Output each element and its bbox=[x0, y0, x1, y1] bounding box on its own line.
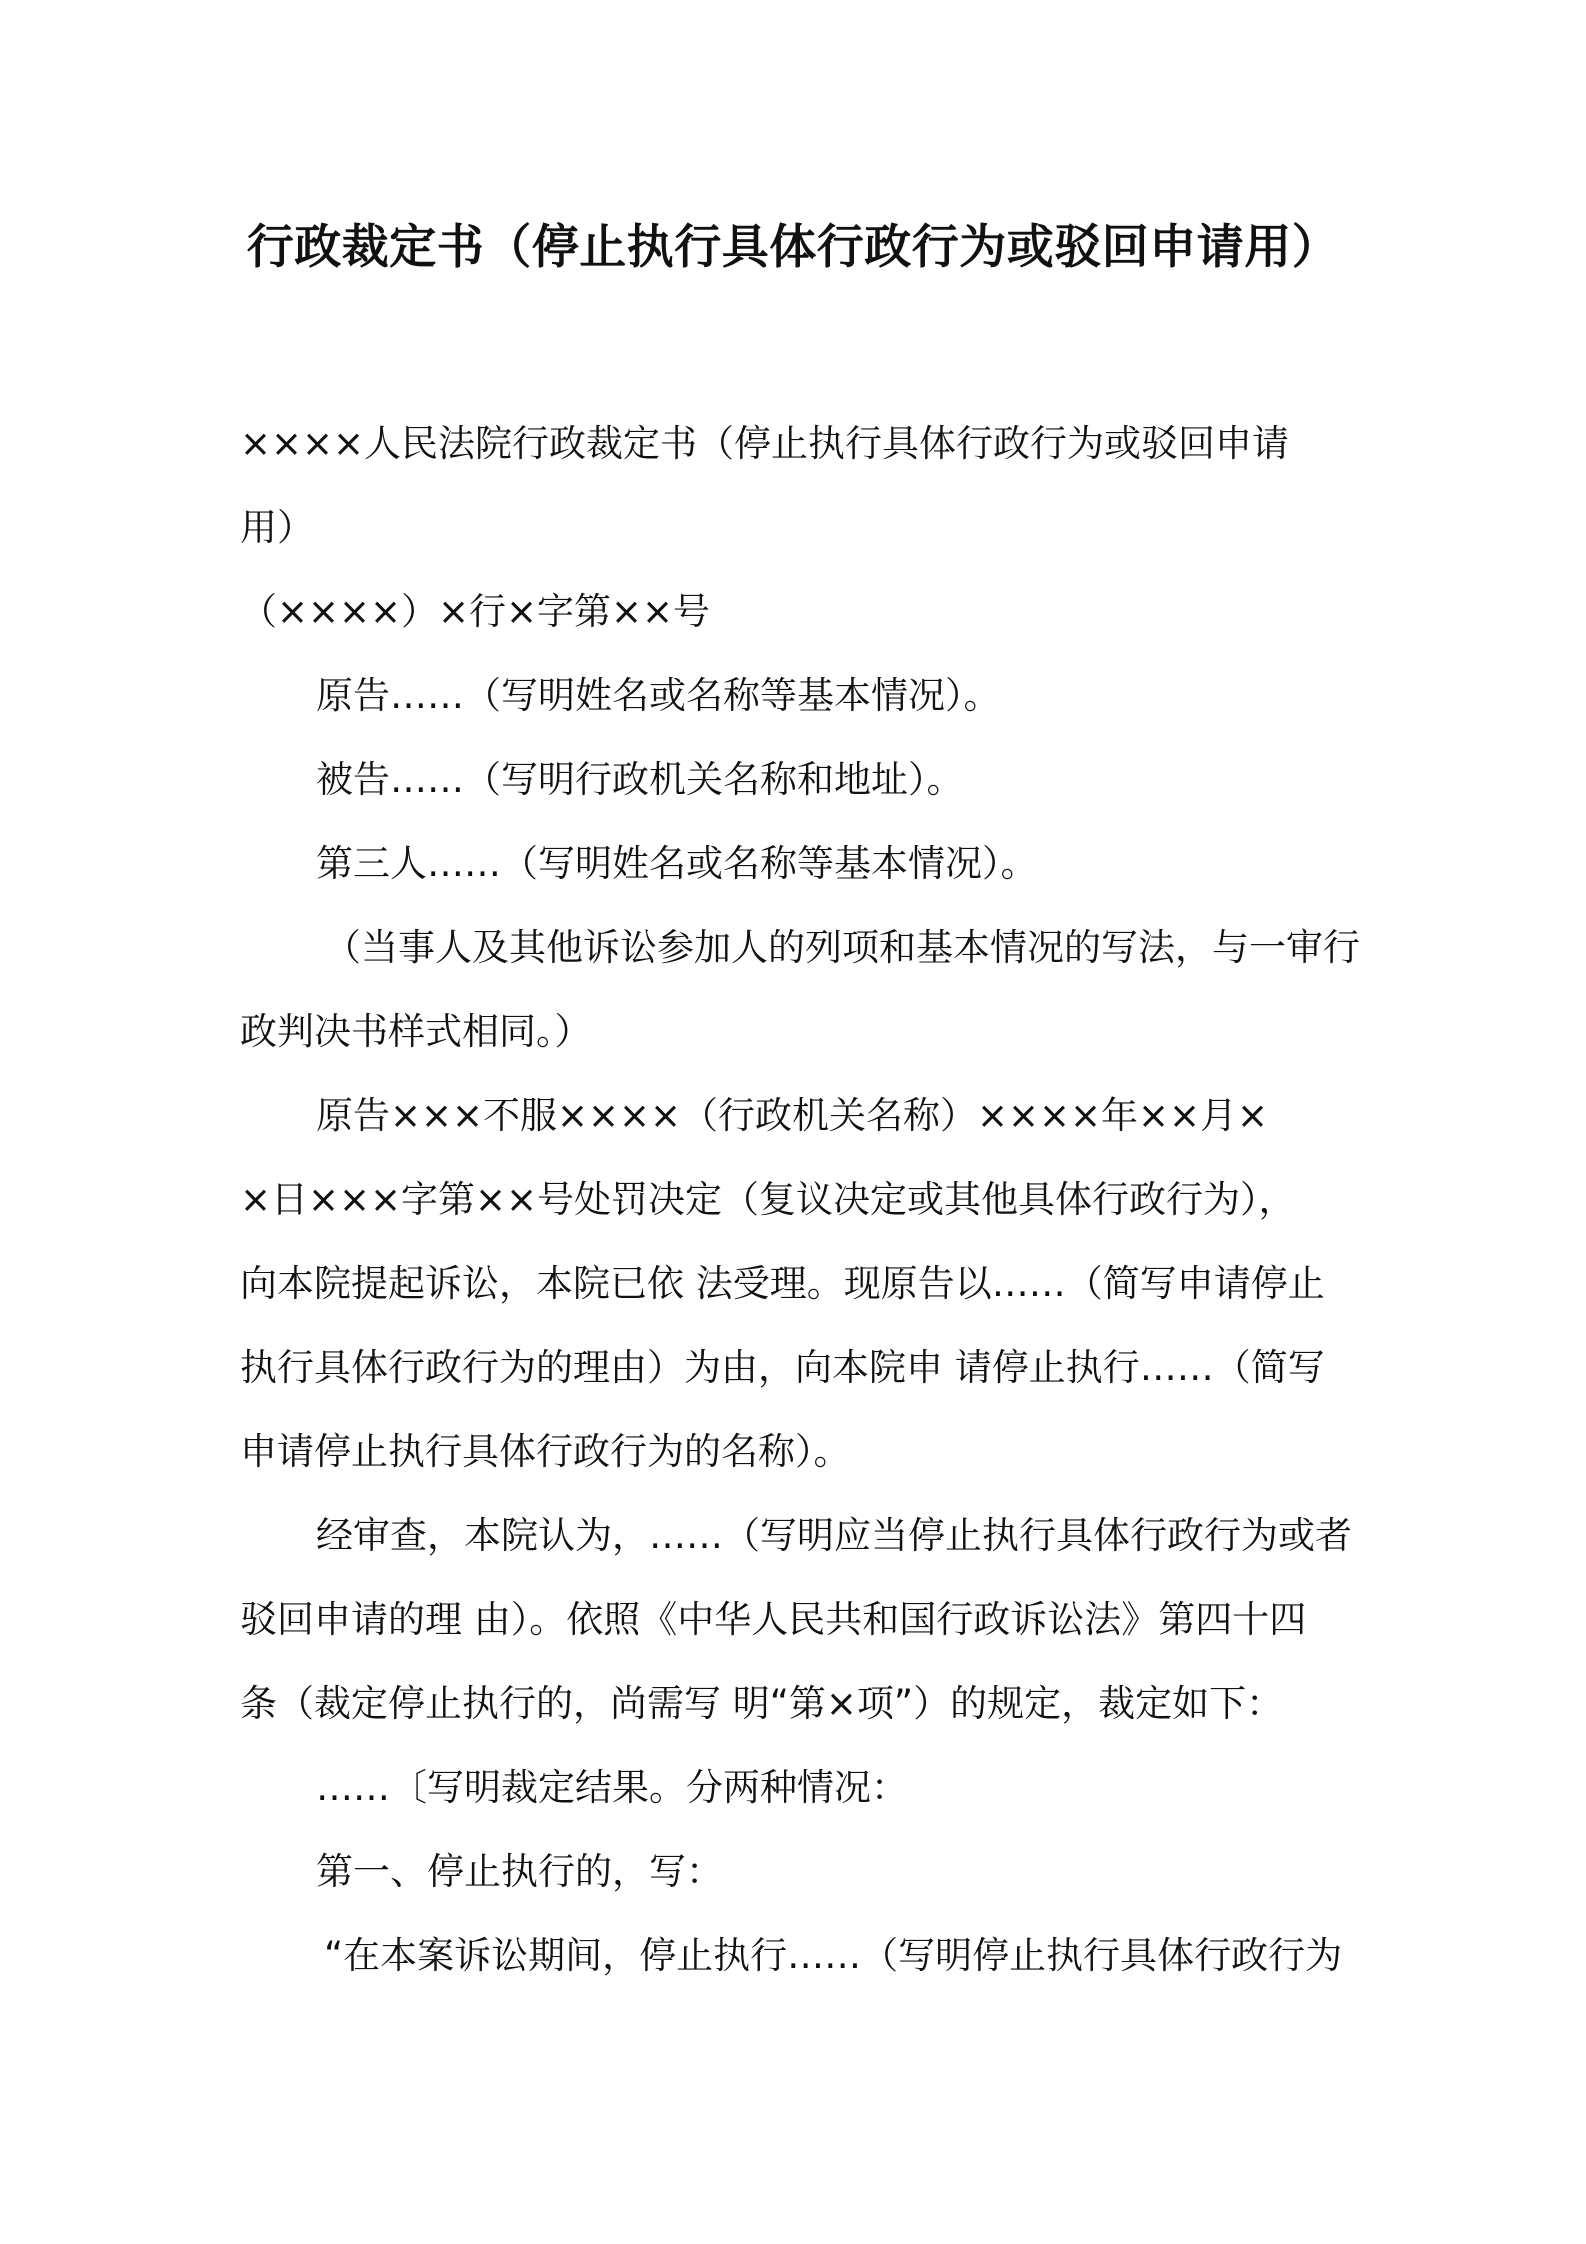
facts-paragraph-line-5: 申请停止执行具体行政行为的名称）。 bbox=[240, 1430, 851, 1473]
reasoning-paragraph-line-3: 条（裁定停止执行的，尚需写 明“第×项”）的规定，裁定如下： bbox=[240, 1682, 1284, 1725]
parties-note-line-2: 政判决书样式相同。） bbox=[240, 1010, 592, 1053]
case-number: （××××）×行×字第××号 bbox=[240, 590, 711, 633]
defendant-line: 被告……（写明行政机关名称和地址）。 bbox=[316, 758, 964, 801]
document-body bbox=[240, 402, 1360, 1998]
facts-paragraph-line-3: 向本院提起诉讼，本院已依 法受理。现原告以……（简写申请停止 bbox=[240, 1262, 1325, 1305]
court-heading-line-1: ××××人民法院行政裁定书（停止执行具体行政行为或驳回申请 bbox=[240, 422, 1290, 465]
reasoning-paragraph-line-1: 经审查，本院认为，……（写明应当停止执行具体行政行为或者 bbox=[316, 1514, 1352, 1557]
ruling-result-line: ……〔写明裁定结果。分两种情况： bbox=[316, 1766, 908, 1809]
ruling-case-one-line: 第一、停止执行的，写： bbox=[316, 1850, 723, 1893]
facts-paragraph-line-4: 执行具体行政行为的理由）为由，向本院申 请停止执行……（简写 bbox=[240, 1346, 1325, 1389]
document-title: 行政裁定书（停止执行具体行政行为或驳回申请用） bbox=[246, 220, 1340, 275]
ruling-case-one-text: “在本案诉讼期间，停止执行……（写明停止执行具体行政行为 bbox=[324, 1934, 1343, 1977]
parties-note-line-1: （当事人及其他诉讼参加人的列项和基本情况的写法，与一审行 bbox=[324, 926, 1360, 969]
third-party-line: 第三人……（写明姓名或名称等基本情况）。 bbox=[316, 842, 1038, 885]
facts-paragraph-line-1: 原告×××不服××××（行政机关名称）××××年××月× bbox=[316, 1094, 1269, 1137]
plaintiff-line: 原告……（写明姓名或名称等基本情况）。 bbox=[316, 674, 1001, 717]
facts-paragraph-line-2: ×日×××字第××号处罚决定（复议决定或其他具体行政行为）， bbox=[240, 1178, 1296, 1221]
court-heading-line-2: 用） bbox=[240, 506, 314, 549]
reasoning-paragraph-line-2: 驳回申请的理 由）。依照《中华人民共和国行政诉讼法》第四十四 bbox=[240, 1598, 1307, 1641]
